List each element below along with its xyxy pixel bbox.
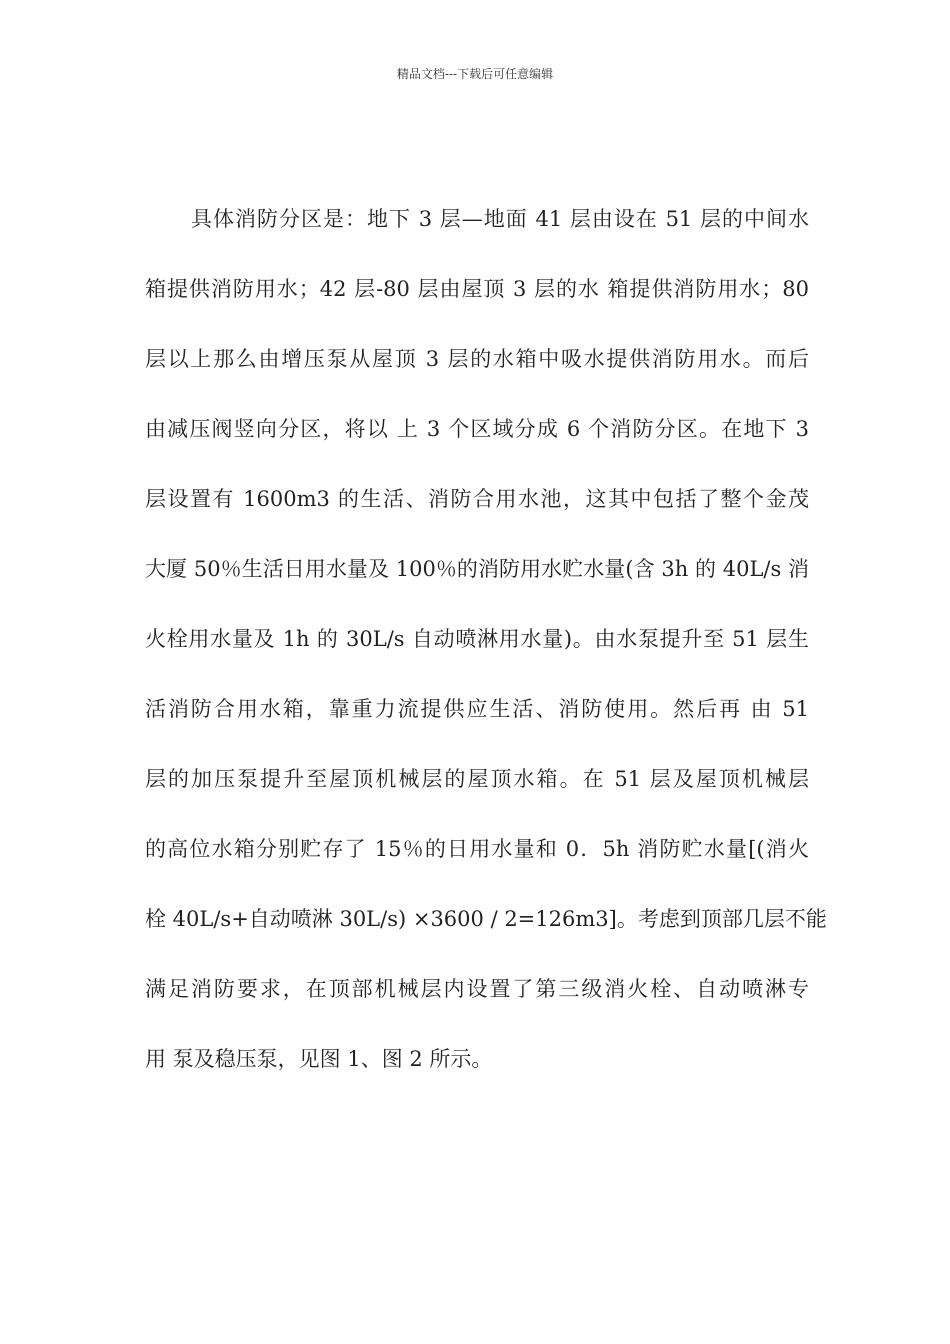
- paragraph-line: 火栓用水量及 1h 的 30L/s 自动喷淋用水量)。由水泵提升至 51 层生: [145, 627, 809, 651]
- paragraph-line: 层以上那么由增压泵从屋顶 3 层的水箱中吸水提供消防用水。而后: [145, 347, 809, 371]
- paragraph-line: 栓 40L/s+自动喷淋 30L/s) ×3600 / 2=126m3]。考虑到顶部几层不能: [145, 907, 827, 931]
- page-header: 精品文档---下载后可任意编辑: [396, 67, 554, 81]
- paragraph-line: 的高位水箱分别贮存了 15％的日用水量和 0．5h 消防贮水量[(消火: [145, 837, 809, 861]
- paragraph-line: 大厦 50％生活日用水量及 100％的消防用水贮水量(含 3h 的 40L/s 消: [145, 557, 809, 581]
- paragraph-line: 层的加压泵提升至屋顶机械层的屋顶水箱。在 51 层及屋顶机械层: [145, 767, 809, 791]
- paragraph-line: 具体消防分区是：地下 3 层—地面 41 层由设在 51 层的中间水: [191, 207, 809, 231]
- paragraph-line: 层设置有 1600m3 的生活、消防合用水池，这其中包括了整个金茂: [145, 487, 809, 511]
- paragraph-line: 用 泵及稳压泵，见图 1、图 2 所示。: [145, 1047, 493, 1071]
- paragraph-line: 满足消防要求，在顶部机械层内设置了第三级消火栓、自动喷淋专: [145, 977, 809, 1001]
- paragraph-line: 活消防合用水箱，靠重力流提供应生活、消防使用。然后再 由 51: [145, 697, 809, 721]
- body-paragraph: [145, 184, 827, 1094]
- paragraph-line: 由减压阀竖向分区，将以 上 3 个区域分成 6 个消防分区。在地下 3: [145, 417, 809, 441]
- paragraph-line: 箱提供消防用水；42 层-80 层由屋顶 3 层的水 箱提供消防用水；80: [145, 277, 809, 301]
